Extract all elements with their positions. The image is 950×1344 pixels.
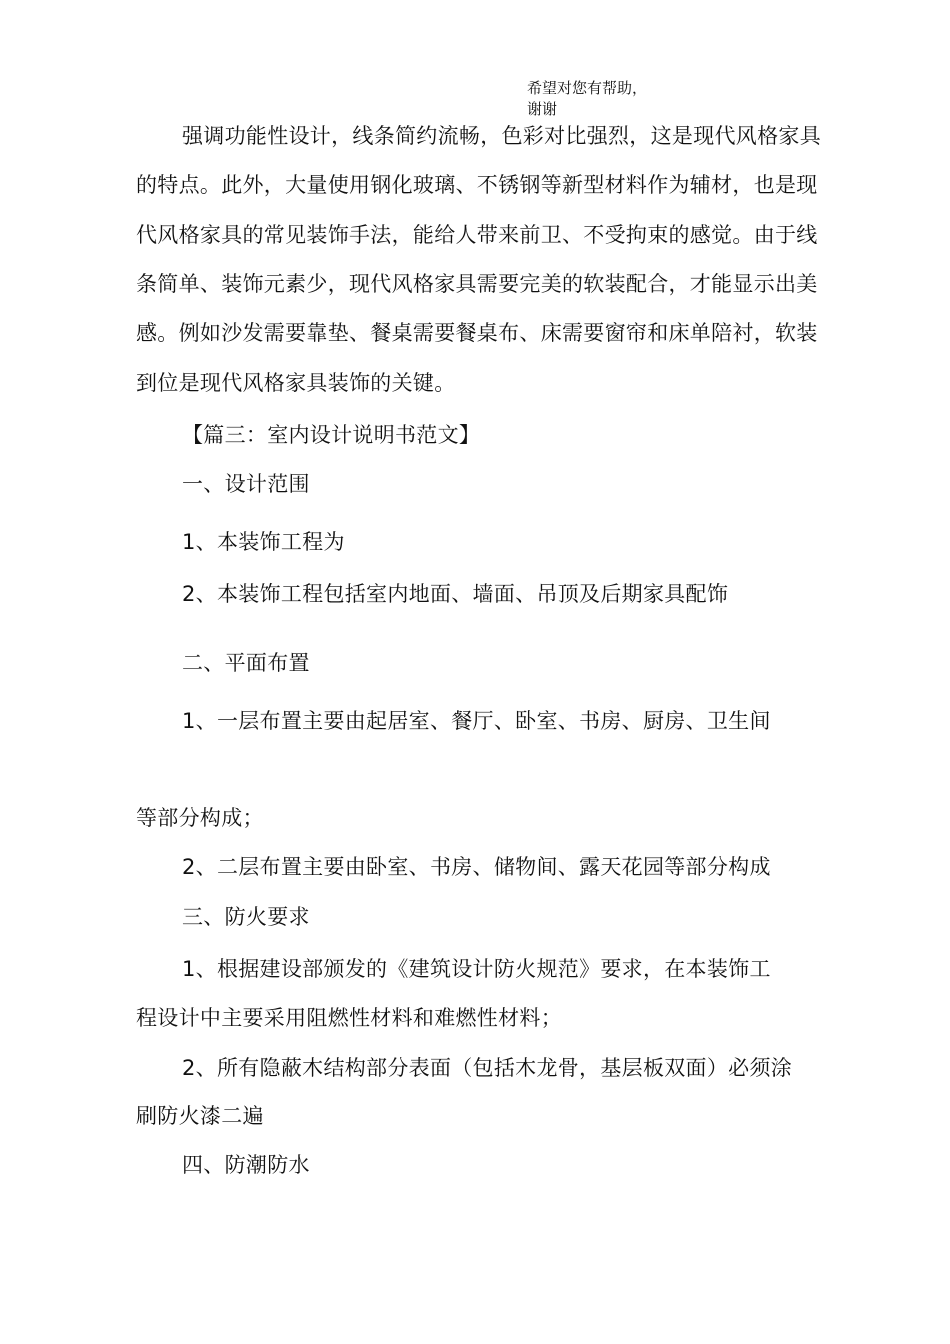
list-item: 2、所有隐蔽木结构部分表面（包括木龙骨，基层板双面）必须涂 [182,1056,793,1080]
list-item: 1、一层布置主要由起居室、餐厅、卧室、书房、厨房、卫生间 [182,709,771,733]
paragraph-line: 的特点。此外，大量使用钢化玻璃、不锈钢等新型材料作为辅材，也是现 [136,173,818,197]
list-item: 1、根据建设部颁发的《建筑设计防火规范》要求，在本装饰工 [182,957,771,981]
section-title: 【篇三：室内设计说明书范文】 [182,423,481,447]
paragraph-line: 代风格家具的常见装饰手法，能给人带来前卫、不受拘束的感觉。由于线 [136,223,818,247]
paragraph-line: 强调功能性设计，线条简约流畅，色彩对比强烈，这是现代风格家具 [182,124,821,148]
header-note-line2: 谢谢 [527,100,558,118]
paragraph-line: 到位是现代风格家具装饰的关键。 [136,371,456,395]
list-item: 2、本装饰工程包括室内地面、墙面、吊顶及后期家具配饰 [182,582,729,606]
section-heading: 三、防火要求 [182,905,310,929]
section-heading: 一、设计范围 [182,472,310,496]
list-item-continuation: 等部分构成； [136,806,264,830]
paragraph-line: 条简单、装饰元素少，现代风格家具需要完美的软装配合，才能显示出美 [136,272,818,296]
list-item-continuation: 程设计中主要采用阻燃性材料和难燃性材料； [136,1006,562,1030]
section-heading: 二、平面布置 [182,651,310,675]
list-item: 1、本装饰工程为 [182,530,345,554]
header-note-line1: 希望对您有帮助， [527,79,648,97]
list-item-continuation: 刷防火漆二遍 [136,1104,264,1128]
section-heading: 四、防潮防水 [182,1153,310,1177]
paragraph-line: 感。例如沙发需要靠垫、餐桌需要餐桌布、床需要窗帘和床单陪衬，软装 [136,321,818,345]
list-item: 2、二层布置主要由卧室、书房、储物间、露天花园等部分构成 [182,855,771,879]
